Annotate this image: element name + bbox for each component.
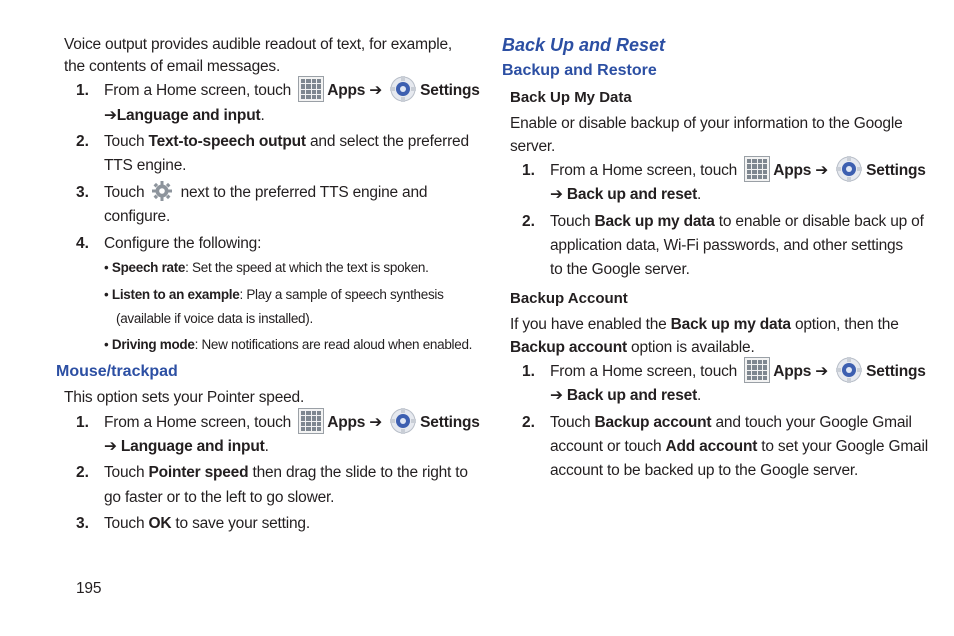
period: .	[697, 387, 702, 404]
text: Touch	[104, 464, 149, 481]
body-text: server.	[510, 138, 556, 155]
arrow: ➔	[550, 387, 567, 404]
language-input-path: ➔Language and input	[104, 107, 261, 124]
sub-heading: Backup and Restore	[502, 62, 657, 79]
text: option is available.	[626, 339, 755, 356]
arrow: ➔	[550, 186, 567, 203]
step-text	[550, 411, 912, 435]
step-text-line3: account to be backed up to the Google server.	[550, 462, 859, 479]
step-text-line2	[104, 435, 269, 459]
text: and touch your Google Gmail	[711, 414, 912, 431]
bullet-item: • Speech rate: Set the speed at which the text is spoken.	[104, 260, 429, 275]
step-text	[104, 130, 469, 154]
text: Touch	[104, 515, 149, 532]
text: to save your setting.	[171, 515, 310, 532]
step-number: 3.	[76, 515, 89, 532]
apps-label: Apps ➔	[327, 414, 383, 432]
step-text	[550, 360, 926, 384]
intro-text-line2: the contents of email messages.	[64, 58, 281, 75]
step-text	[104, 512, 310, 536]
step-text	[104, 461, 468, 485]
add-account-label: Add account	[665, 438, 758, 455]
step-number: 1.	[76, 414, 89, 431]
step-text	[104, 411, 480, 435]
tts-output-label: Text-to-speech output	[148, 133, 306, 150]
settings-icon	[835, 356, 863, 384]
text: to enable or disable back up of	[714, 213, 924, 230]
text: : Play a sample of speech synthesis	[239, 287, 444, 302]
section-heading: Back Up and Reset	[502, 35, 666, 55]
back-up-my-data-label: Back up my data	[670, 316, 791, 333]
text: Touch	[104, 133, 149, 150]
step-text	[104, 181, 427, 205]
text: and select the preferred	[305, 133, 469, 150]
step-text-line2: configure.	[104, 208, 171, 225]
back-up-my-data-label: Back up my data	[594, 213, 715, 230]
driving-mode-label: Driving mode	[111, 337, 195, 352]
period: .	[697, 186, 702, 203]
pointer-speed-label: Pointer speed	[148, 464, 249, 481]
listen-example-label: Listen to an example	[111, 287, 240, 302]
step-number: 4.	[76, 235, 89, 252]
step-text	[550, 159, 926, 183]
step-text-line2	[104, 104, 265, 128]
text: Touch	[104, 184, 145, 201]
backup-account-title: Backup Account	[510, 290, 628, 307]
backup-my-data-title: Back Up My Data	[510, 89, 632, 106]
settings-label: Settings	[420, 82, 480, 100]
text: : Set the speed at which the text is spoken.	[185, 260, 429, 275]
settings-icon	[389, 75, 417, 103]
body-text	[510, 336, 755, 360]
apps-grid-icon	[298, 408, 324, 434]
text: From a Home screen, touch	[104, 414, 292, 432]
language-input-label: Language and input	[120, 438, 265, 455]
bullet-item-line2: (available if voice data is installed).	[116, 311, 313, 326]
bullet-item: • Driving mode: New notifications are read aloud when enabled.	[104, 337, 473, 352]
text: next to the preferred TTS engine and	[180, 184, 428, 201]
text: Touch	[550, 414, 595, 431]
step-text-line2: TTS engine.	[104, 157, 187, 174]
settings-label: Settings	[866, 162, 926, 180]
text: If you have enabled the	[510, 316, 671, 333]
apps-grid-icon	[744, 357, 770, 383]
apps-label: Apps ➔	[773, 162, 829, 180]
text: option, then the	[790, 316, 899, 333]
bullet-item: • Listen to an example: Play a sample of speech synthesis	[104, 287, 444, 302]
step-number: 1.	[76, 82, 89, 99]
intro-text: Voice output provides audible readout of text, for example,	[64, 36, 453, 53]
period: .	[264, 438, 269, 455]
text: Touch	[550, 213, 595, 230]
settings-icon	[389, 407, 417, 435]
text: : New notifications are read aloud when enabled.	[194, 337, 473, 352]
step-text-line2	[550, 183, 701, 207]
apps-label: Apps ➔	[327, 82, 383, 100]
page-number: 195	[76, 580, 102, 597]
settings-icon	[835, 155, 863, 183]
speech-rate-label: Speech rate	[111, 260, 186, 275]
step-number: 2.	[76, 133, 89, 150]
text: From a Home screen, touch	[550, 162, 738, 180]
back-up-reset-label: Back up and reset	[566, 186, 698, 203]
body-text	[510, 313, 899, 337]
step-number: 1.	[522, 363, 535, 380]
step-number: 1.	[522, 162, 535, 179]
apps-grid-icon	[744, 156, 770, 182]
mouse-trackpad-heading: Mouse/trackpad	[56, 363, 178, 380]
backup-account-label: Backup account	[510, 339, 627, 356]
back-up-reset-label: Back up and reset	[566, 387, 698, 404]
step-text	[104, 79, 480, 103]
backup-account-label: Backup account	[594, 414, 712, 431]
text: to set your Google Gmail	[757, 438, 928, 455]
step-number: 3.	[76, 184, 89, 201]
settings-label: Settings	[420, 414, 480, 432]
settings-label: Settings	[866, 363, 926, 381]
text: then drag the slide to the right to	[248, 464, 468, 481]
text: From a Home screen, touch	[550, 363, 738, 381]
step-text: Configure the following:	[104, 235, 262, 252]
step-text-line3: to the Google server.	[550, 261, 690, 278]
body-text: Enable or disable backup of your information to the Google	[510, 115, 903, 132]
step-number: 2.	[522, 213, 535, 230]
gear-icon	[151, 180, 173, 202]
step-text-line2	[550, 384, 701, 408]
ok-label: OK	[148, 515, 172, 532]
step-text	[550, 210, 924, 234]
apps-grid-icon	[298, 76, 324, 102]
step-text-line2	[550, 435, 928, 459]
period: .	[260, 107, 265, 124]
text: account or touch	[550, 438, 666, 455]
step-number: 2.	[76, 464, 89, 481]
step-text-prefix: From a Home screen, touch	[104, 82, 292, 100]
step-number: 2.	[522, 414, 535, 431]
step-text-line2: go faster or to the left to go slower.	[104, 489, 335, 506]
step-text-line2: application data, Wi-Fi passwords, and other settings	[550, 237, 903, 254]
apps-label: Apps ➔	[773, 363, 829, 381]
mouse-intro: This option sets your Pointer speed.	[64, 389, 305, 406]
arrow: ➔	[104, 438, 121, 455]
